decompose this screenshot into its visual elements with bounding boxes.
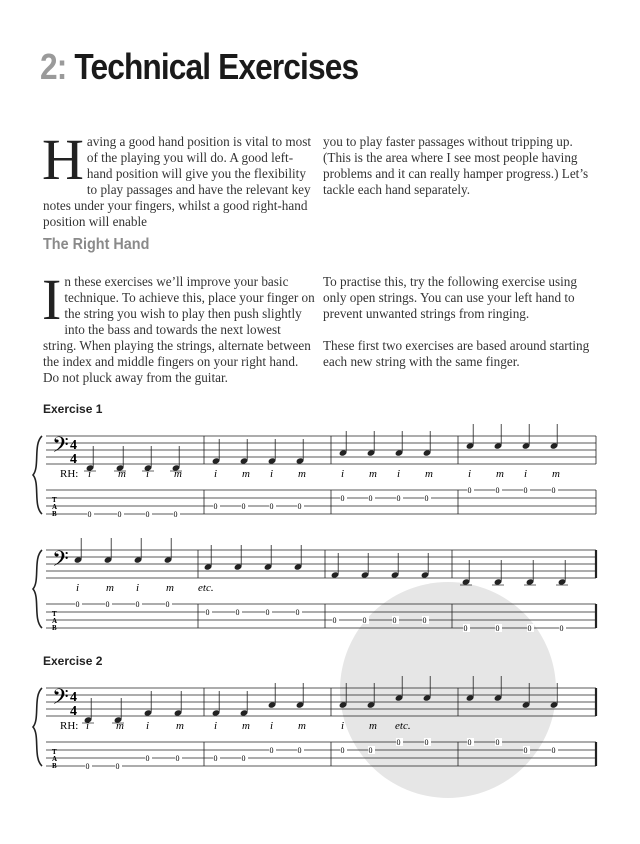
rh-label: RH: [60,468,79,480]
tab-number: 0 [332,616,337,625]
system-bracket [33,436,42,514]
tab-number: 0 [340,494,345,503]
fingering: i [524,468,528,480]
tab-number: 0 [362,616,367,625]
tab-number: 0 [523,746,528,755]
fingering: i [214,720,218,732]
tab-number: 0 [265,608,270,617]
tab-number: 0 [396,738,401,747]
tab-clef-t: T [52,496,57,504]
fingering: m [425,468,433,480]
time-signature-top: 4 [70,690,77,705]
fingering: i [270,468,274,480]
tab-number: 0 [241,754,246,763]
fingering: m [298,468,306,480]
fingering: i [214,468,218,480]
time-signature-bottom: 4 [70,704,77,719]
tab-clef-b: B [52,624,57,632]
tab-clef-b: B [52,510,57,518]
fingering: m [552,468,560,480]
tab-number: 0 [205,608,210,617]
fingering: m [242,720,250,732]
tab-number: 0 [213,754,218,763]
fingering: i [397,468,401,480]
fingering: m [176,720,184,732]
tab-number: 0 [75,600,80,609]
tab-number: 0 [422,616,427,625]
exercise-2-system [33,676,596,771]
chapter-title-text: Technical Exercises [74,46,359,87]
fingering: m [242,468,250,480]
fingering: i [341,468,345,480]
tab-number: 0 [269,502,274,511]
intro-text-1: aving a good hand position is vital to most of the playing you will do. A good left-hand position will give you the flexibility to play passages and have the relevant key notes under your fingers, whilst a good right-hand position will enable [43,134,312,229]
right-hand-text-1: n these exercises we’ll improve your basic technique. To achieve this, place your finger on the string you wish to play then push slightly into the bass and towards the next lowest string. When playing the strings, alternate between the index and middle fingers on your right hand. Do not pluck away from the guitar. [43,274,315,385]
tab-number: 0 [392,616,397,625]
tab-number: 0 [213,502,218,511]
rh-label: RH: [60,720,79,732]
tab-number: 0 [165,600,170,609]
fingering: m [369,468,377,480]
tab-number: 0 [145,510,150,519]
tab-number: 0 [551,746,556,755]
tab-clef-a: A [52,617,58,625]
fingering: i [88,468,92,480]
tab-number: 0 [135,600,140,609]
tab-number: 0 [551,486,556,495]
time-signature-bottom: 4 [70,452,77,467]
tab-number: 0 [340,746,345,755]
tab-number: 0 [235,608,240,617]
fingering: i [468,468,472,480]
fingering: m [118,468,126,480]
tab-number: 0 [495,738,500,747]
drop-cap: H [42,127,84,192]
tab-number: 0 [523,486,528,495]
tab-number: 0 [87,510,92,519]
tab-clef-a: A [52,755,58,763]
fingering: i [76,582,80,594]
tab-number: 0 [117,510,122,519]
tab-clef-a: A [52,503,58,511]
fingering: m [166,582,174,594]
fingering: i [136,582,140,594]
tab-number: 0 [145,754,150,763]
tab-number: 0 [495,486,500,495]
time-signature-top: 4 [70,438,77,453]
tab-number: 0 [559,624,564,633]
etc-label: etc. [395,720,411,732]
right-hand-text-3: These first two exercises are based around starting each new string with the same finger. [323,338,590,369]
tab-number: 0 [368,494,373,503]
fingering: i [146,468,150,480]
fingering: m [116,720,124,732]
system-bracket [33,688,42,766]
tab-number: 0 [85,762,90,771]
system-bracket [33,550,42,628]
tab-number: 0 [424,494,429,503]
tab-number: 0 [297,502,302,511]
tab-number: 0 [424,738,429,747]
fingering: m [174,468,182,480]
fingering: m [496,468,504,480]
fingering: i [341,720,345,732]
tab-number: 0 [175,754,180,763]
tab-number: 0 [527,624,532,633]
bass-clef: 𝄢 [52,433,69,462]
tab-number: 0 [295,608,300,617]
tab-number: 0 [241,502,246,511]
bass-clef: 𝄢 [52,685,69,714]
exercise-1-label: Exercise 1 [43,402,103,416]
tab-number: 0 [173,510,178,519]
tab-number: 0 [269,746,274,755]
section-heading: The Right Hand [43,236,150,253]
chapter-number: 2: [40,46,67,87]
etc-label: etc. [198,582,214,594]
fingering: i [86,720,90,732]
right-hand-text-2: To practise this, try the following exercise using only open strings. You can use your left hand to prevent unwanted strings from ringing. [323,274,577,321]
tab-number: 0 [115,762,120,771]
tab-clef-t: T [52,748,57,756]
bass-clef: 𝄢 [52,547,69,576]
fingering: i [146,720,150,732]
tab-number: 0 [467,738,472,747]
tab-clef-b: B [52,762,57,770]
fingering: m [298,720,306,732]
tab-number: 0 [396,494,401,503]
fingering: m [369,720,377,732]
intro-text-2: you to play faster passages without tripping up. (This is the area where I see most people having problems and it can really hamper progress.) Let’s tackle each hand separately. [323,134,589,197]
exercise-1-system-1 [33,424,596,519]
tab-number: 0 [495,624,500,633]
tab-number: 0 [463,624,468,633]
drop-cap: I [42,267,62,332]
tab-number: 0 [467,486,472,495]
exercise-2-label: Exercise 2 [43,654,103,668]
exercise-1-system-2 [33,538,596,633]
tab-number: 0 [368,746,373,755]
tab-clef-t: T [52,610,57,618]
tab-number: 0 [297,746,302,755]
fingering: i [270,720,274,732]
tab-number: 0 [105,600,110,609]
fingering: m [106,582,114,594]
